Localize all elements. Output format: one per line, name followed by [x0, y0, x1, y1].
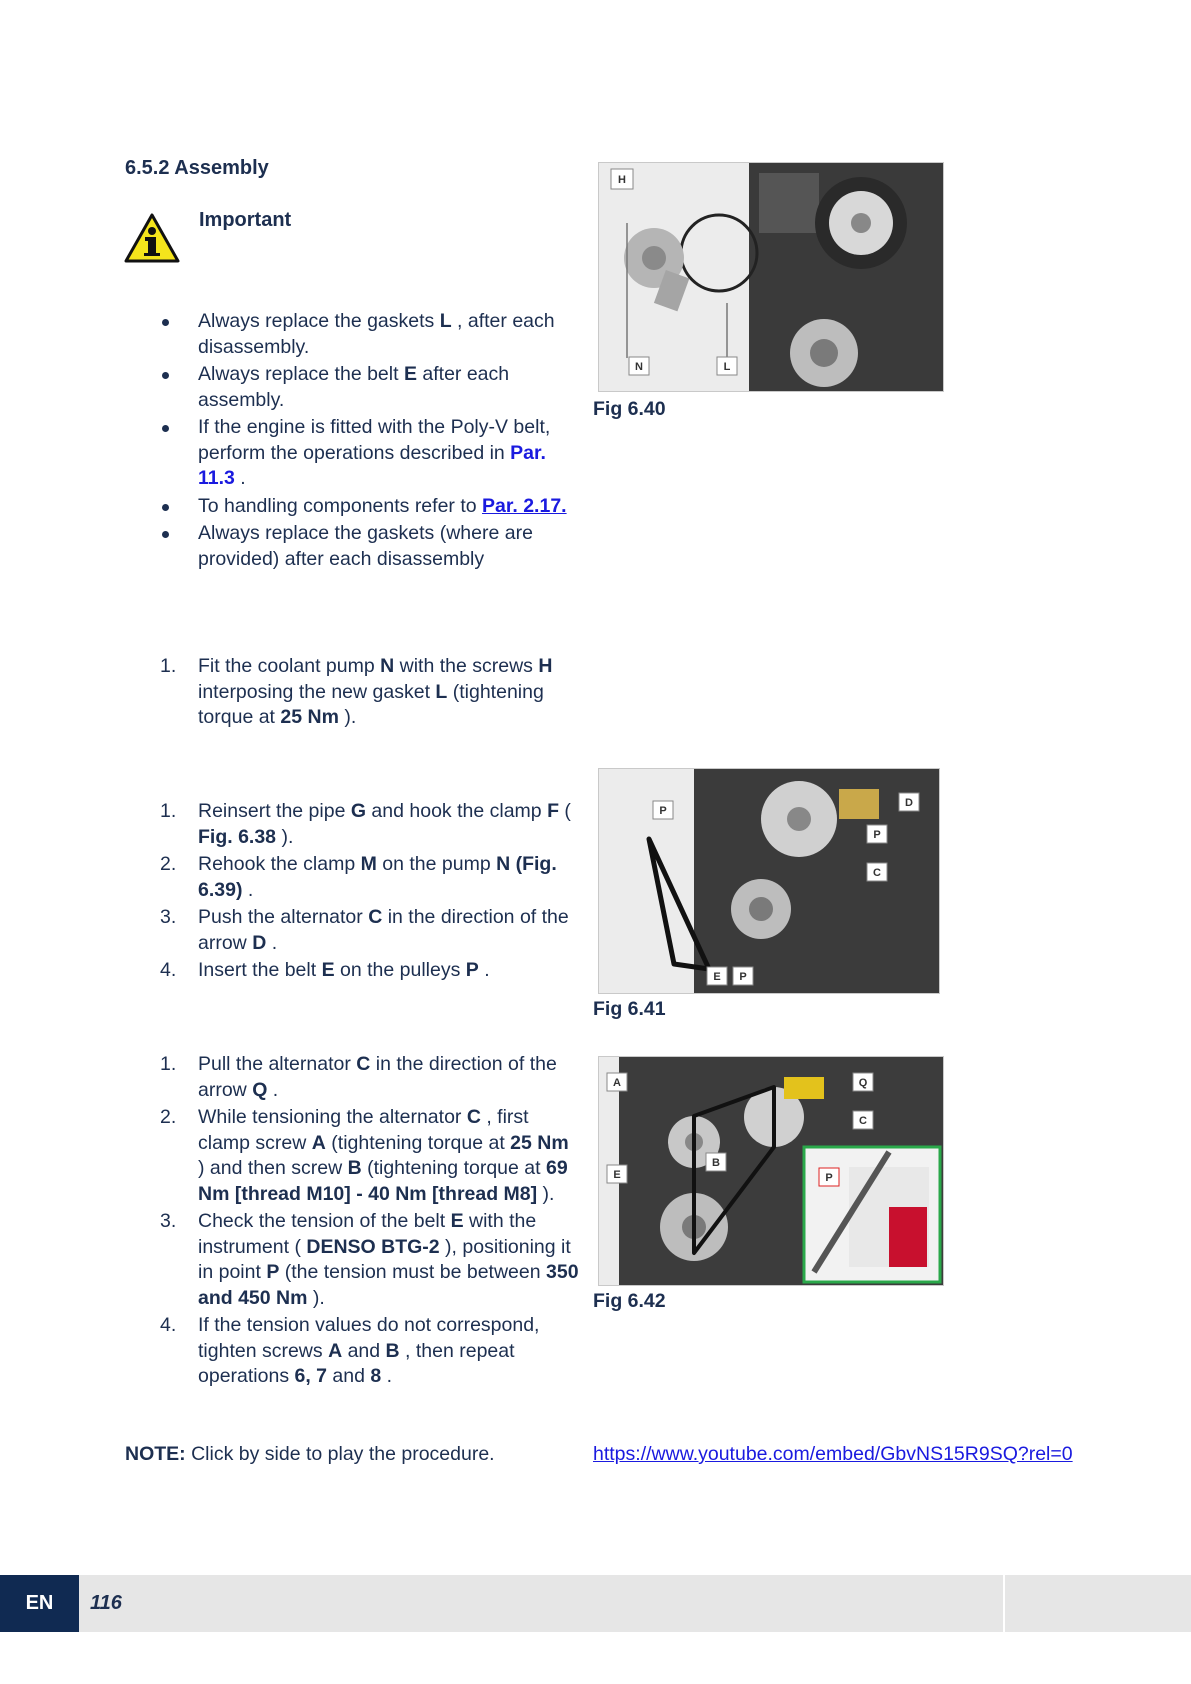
- svg-text:P: P: [659, 805, 667, 817]
- figure-6-42-image: [598, 1056, 944, 1286]
- list-item: 2. While tensioning the alternator C , first clamp screw A (tightening torque at 25 Nm ) and then screw B (tightening torque at 69 Nm [thread M10] - 40 Nm [thread M8] ).: [160, 1106, 569, 1205]
- bullet-icon: [162, 531, 169, 538]
- list-item: 1. Pull the alternator C in the direction of the arrow Q .: [160, 1053, 557, 1101]
- bullet-icon: [162, 425, 169, 432]
- svg-text:Q: Q: [858, 1077, 868, 1089]
- svg-text:E: E: [613, 1169, 621, 1181]
- figure-label-p-right: [867, 825, 887, 843]
- step-list-1: [160, 654, 580, 733]
- bullet-icon: [162, 504, 169, 511]
- svg-text:P: P: [739, 971, 747, 983]
- svg-text:L: L: [723, 361, 731, 373]
- list-item: Always replace the gaskets (where are provided) after each disassembly: [160, 521, 580, 572]
- figure-label-p-top: [653, 801, 673, 819]
- figure-label-c: [853, 1111, 873, 1129]
- page-number: 116: [90, 1592, 122, 1614]
- important-label: Important: [199, 209, 292, 231]
- list-item: To handling components refer to Par. 2.17.: [160, 494, 580, 520]
- important-bullet-list: [160, 309, 580, 574]
- figure-6-41-caption: Fig 6.41: [593, 998, 666, 1020]
- note-text: Click by side to play the procedure.: [185, 1443, 495, 1465]
- par-11-3-link[interactable]: Par. 11.3: [198, 441, 546, 489]
- language-badge: EN: [0, 1575, 79, 1632]
- video-link[interactable]: https://www.youtube.com/embed/GbvNS15R9SQ?rel=0: [593, 1443, 1073, 1465]
- figure-6-40-caption: Fig 6.40: [593, 398, 666, 420]
- list-item: 3. Check the tension of the belt E with the instrument ( DENSO BTG-2 ), positioning it in point P (the tension must be between 350 and 450 Nm ).: [160, 1210, 579, 1309]
- step-list-2: [160, 799, 580, 986]
- figure-6-41-image: [598, 768, 940, 994]
- procedure-note: [125, 1443, 495, 1466]
- figure-label-p-bottom: [733, 967, 753, 985]
- warning-icon: [124, 212, 180, 264]
- list-item: 2. Rehook the clamp M on the pump N (Fig. 6.39) .: [160, 853, 557, 901]
- svg-text:N: N: [635, 361, 643, 373]
- svg-text:C: C: [859, 1115, 867, 1127]
- par-2-17-link[interactable]: Par. 2.17.: [482, 494, 567, 517]
- figure-label-e: [707, 967, 727, 985]
- svg-text:C: C: [873, 867, 881, 879]
- bullet-icon: [162, 372, 169, 379]
- figure-label-c: [867, 863, 887, 881]
- svg-text:P: P: [825, 1172, 833, 1184]
- list-item: Always replace the belt E after each assembly.: [160, 362, 580, 413]
- figure-label-a: [607, 1073, 627, 1091]
- step-list-3: [160, 1052, 580, 1392]
- figure-label-b: [706, 1153, 726, 1171]
- svg-text:D: D: [905, 797, 913, 809]
- svg-text:A: A: [613, 1077, 621, 1089]
- figure-6-40-image: [598, 162, 944, 392]
- figure-label-l: [717, 357, 737, 375]
- svg-text:H: H: [618, 174, 626, 186]
- figure-label-h: [611, 169, 633, 189]
- list-item: If the engine is fitted with the Poly-V belt, perform the operations described in Par. 11.3 .: [160, 415, 580, 492]
- list-item: 4. If the tension values do not correspond, tighten screws A and B , then repeat operations 6, 7 and 8 .: [160, 1314, 540, 1387]
- list-item: 1. Fit the coolant pump N with the screws H interposing the new gasket L (tightening torque at 25 Nm ).: [160, 655, 553, 728]
- list-item: Always replace the gaskets L , after each disassembly.: [160, 309, 580, 360]
- note-label: NOTE:: [125, 1443, 186, 1465]
- figure-label-q: [853, 1073, 873, 1091]
- svg-text:P: P: [873, 829, 881, 841]
- list-item: 3. Push the alternator C in the direction of the arrow D .: [160, 906, 569, 954]
- svg-text:E: E: [713, 971, 721, 983]
- list-item: 4. Insert the belt E on the pulleys P .: [160, 959, 490, 981]
- page-footer: [0, 1575, 1191, 1632]
- figure-label-d: [899, 793, 919, 811]
- figure-label-e: [607, 1165, 627, 1183]
- figure-label-n: [629, 357, 649, 375]
- figure-6-42-caption: Fig 6.42: [593, 1290, 666, 1312]
- bullet-icon: [162, 319, 169, 326]
- list-item: 1. Reinsert the pipe G and hook the clamp F ( Fig. 6.38 ).: [160, 800, 571, 848]
- footer-divider: [1003, 1575, 1005, 1632]
- figure-label-p: [819, 1168, 839, 1186]
- svg-text:B: B: [712, 1157, 720, 1169]
- section-title: 6.5.2 Assembly: [125, 157, 269, 179]
